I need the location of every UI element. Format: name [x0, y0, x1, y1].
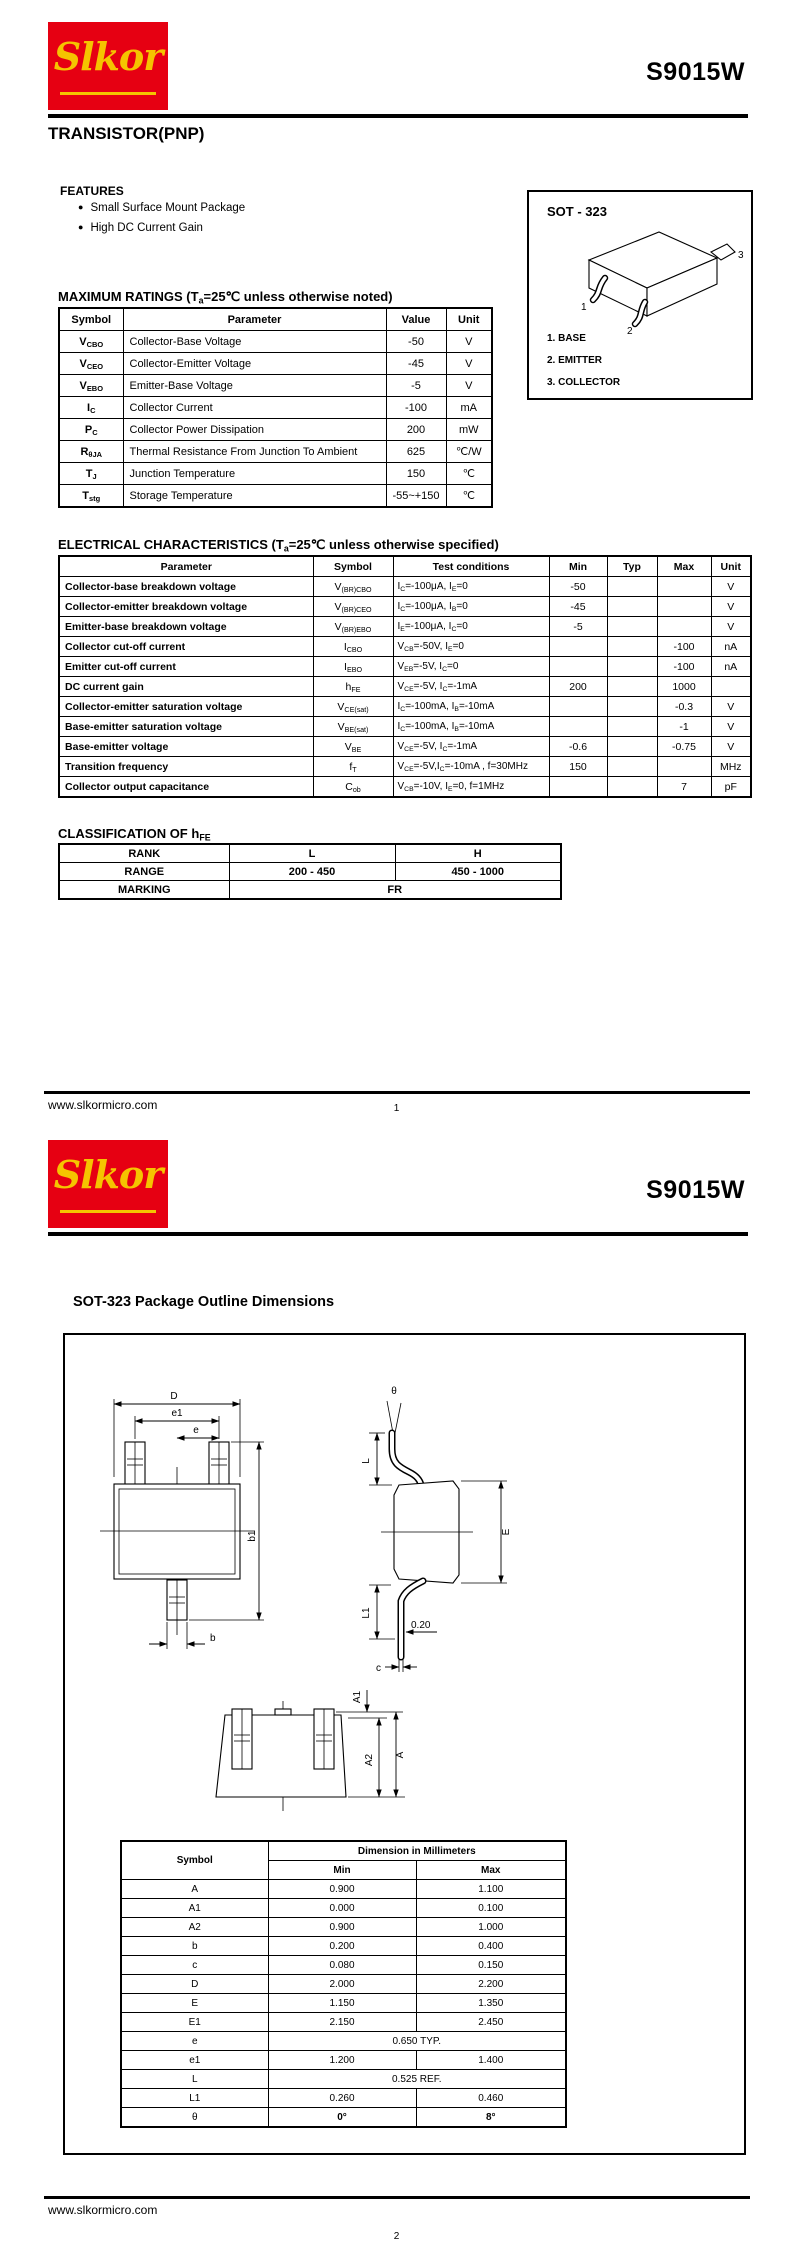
logo-text: Slkor [53, 1152, 163, 1197]
max-cell: 8° [416, 2108, 566, 2128]
parameter-cell: Collector-Emitter Voltage [123, 353, 386, 375]
side-view [361, 1386, 512, 1674]
unit-cell: V [446, 353, 492, 375]
package-name: SOT - 323 [547, 204, 607, 219]
table-row [59, 844, 561, 863]
dimensions-table [120, 1840, 567, 2128]
column-header: Unit [711, 556, 751, 577]
dim-label-b: b [210, 1633, 216, 1644]
value-cell: 150 [386, 463, 446, 485]
symbol-cell: $T_J$ [59, 463, 123, 485]
min-cell: 0.260 [268, 2089, 416, 2108]
unit-cell: V [446, 331, 492, 353]
table-row [59, 441, 492, 463]
conditions-cell: $I_E=-100\mu A$, $I_C=0$ [393, 617, 549, 637]
min-cell: 0.080 [268, 1956, 416, 1975]
max-cell: -1 [657, 717, 711, 737]
symbol-cell: $V_{CE(sat)}$ [313, 697, 393, 717]
symbol-cell: $T_{stg}$ [59, 485, 123, 508]
max-cell: 2.200 [416, 1975, 566, 1994]
footer-rule [44, 1091, 750, 1094]
table-row [59, 577, 751, 597]
parameter-cell: Emitter-base breakdown voltage [59, 617, 313, 637]
table-row [59, 657, 751, 677]
max-cell: 1.100 [416, 1880, 566, 1899]
unit-cell: V [711, 577, 751, 597]
conditions-cell: $V_{CE}=-5V$, $I_C=-1mA$ [393, 677, 549, 697]
unit-cell: V [711, 717, 751, 737]
min-cell: 200 [549, 677, 607, 697]
symbol-cell: $V_{CEO}$ [59, 353, 123, 375]
symbol-cell: E1 [121, 2013, 268, 2032]
symbol-cell: $f_T$ [313, 757, 393, 777]
max-cell: 1.000 [416, 1918, 566, 1937]
dim-label-A: A [395, 1751, 406, 1759]
column-header: Typ [607, 556, 657, 577]
part-number: S9015W [646, 58, 745, 86]
dim-label-A2: A2 [364, 1753, 375, 1767]
pin-name-collector: 3. COLLECTOR [547, 377, 621, 388]
footer-rule [44, 2196, 750, 2199]
dim-label-b1: b1 [247, 1530, 258, 1542]
classification-heading: CLASSIFICATION OF $h_{FE}$ [58, 826, 211, 843]
min-cell [549, 697, 607, 717]
unit-cell: mW [446, 419, 492, 441]
min-cell [549, 657, 607, 677]
value-cell: -100 [386, 397, 446, 419]
parameter-cell: Collector-Base Voltage [123, 331, 386, 353]
column-header: Symbol [121, 1841, 268, 1880]
value-cell: -50 [386, 331, 446, 353]
dim-label-e: e [193, 1425, 199, 1436]
page-title: TRANSISTOR(PNP) [48, 124, 205, 143]
typ-cell [607, 597, 657, 617]
dim-label-e1: e1 [171, 1408, 183, 1419]
bullet-icon: ● [78, 202, 84, 212]
min-cell: 0.900 [268, 1880, 416, 1899]
dim-label-theta: θ [391, 1386, 397, 1397]
pin-name-base: 1. BASE [547, 333, 586, 344]
dim-label-L: L [361, 1458, 372, 1464]
table-header-row [121, 1841, 566, 1861]
unit-cell: ℃ [446, 463, 492, 485]
symbol-cell: L [121, 2070, 268, 2089]
unit-cell: V [711, 617, 751, 637]
max-cell [657, 577, 711, 597]
unit-cell: nA [711, 657, 751, 677]
table-row [59, 737, 751, 757]
conditions-cell: $V_{CE}=-5V,I_C=-10mA$ , f=30MHz [393, 757, 549, 777]
column-header: Value [386, 308, 446, 331]
parameter-cell: Emitter cut-off current [59, 657, 313, 677]
row-label: RANGE [59, 863, 229, 881]
typ-cell [607, 617, 657, 637]
feature-label: High DC Current Gain [90, 222, 203, 234]
unit-cell: nA [711, 637, 751, 657]
column-header: Max [416, 1861, 566, 1880]
column-header: Max [657, 556, 711, 577]
symbol-cell: b [121, 1937, 268, 1956]
dim-label-c: c [376, 1663, 381, 1674]
parameter-cell: DC current gain [59, 677, 313, 697]
parameter-cell: Junction Temperature [123, 463, 386, 485]
parameter-cell: Collector-base breakdown voltage [59, 577, 313, 597]
table-row [121, 2051, 566, 2070]
max-cell: 0.100 [416, 1899, 566, 1918]
parameter-cell: Collector Current [123, 397, 386, 419]
table-row [121, 2089, 566, 2108]
table-row [59, 863, 561, 881]
typ-cell [607, 577, 657, 597]
typ-cell [607, 697, 657, 717]
feature-label: Small Surface Mount Package [90, 202, 246, 214]
unit-cell: V [711, 737, 751, 757]
parameter-cell: Emitter-Base Voltage [123, 375, 386, 397]
table-row [59, 677, 751, 697]
symbol-cell: θ [121, 2108, 268, 2128]
table-row [121, 2070, 566, 2089]
parameter-cell: Transition frequency [59, 757, 313, 777]
min-cell: -50 [549, 577, 607, 597]
min-cell: -45 [549, 597, 607, 617]
min-cell: 0.900 [268, 1918, 416, 1937]
logo-underline [60, 92, 156, 95]
max-cell [657, 757, 711, 777]
min-cell: 2.150 [268, 2013, 416, 2032]
value-cell: -5 [386, 375, 446, 397]
typ-cell [607, 757, 657, 777]
rank-l-cell: L [229, 844, 395, 863]
typ-cell [607, 657, 657, 677]
conditions-cell: $V_{EB}=-5V$, $I_C=0$ [393, 657, 549, 677]
column-header: Parameter [59, 556, 313, 577]
typ-cell [607, 677, 657, 697]
logo-text: Slkor [53, 34, 163, 79]
max-cell: 0.460 [416, 2089, 566, 2108]
max-cell: 7 [657, 777, 711, 798]
parameter-cell: Collector-emitter saturation voltage [59, 697, 313, 717]
symbol-cell: $V_{EBO}$ [59, 375, 123, 397]
website-link[interactable]: www.slkormicro.com [48, 2203, 158, 2217]
table-row [59, 777, 751, 798]
min-cell [549, 717, 607, 737]
symbol-cell: $V_{BE}$ [313, 737, 393, 757]
package-3d-drawing [559, 220, 749, 336]
electrical-heading: ELECTRICAL CHARACTERISTICS ($T_a=25℃$ unless otherwise specified) [58, 537, 499, 554]
package-info-box [527, 190, 753, 400]
max-cell: -100 [657, 657, 711, 677]
min-cell: -5 [549, 617, 607, 637]
list-item [78, 202, 245, 214]
dim-label-D: D [170, 1391, 178, 1402]
conditions-cell: $V_{CE}=-5V$, $I_C=-1mA$ [393, 737, 549, 757]
marking-cell: FR [229, 881, 561, 900]
table-row [121, 1880, 566, 1899]
conditions-cell: $I_C=-100\mu A$, $I_B=0$ [393, 597, 549, 617]
list-item [78, 222, 203, 234]
table-row [59, 597, 751, 617]
parameter-cell: Thermal Resistance From Junction To Ambient [123, 441, 386, 463]
unit-cell: ℃ [446, 485, 492, 508]
symbol-cell: $V_{(BR)CEO}$ [313, 597, 393, 617]
unit-cell: ℃/W [446, 441, 492, 463]
symbol-cell: $I_C$ [59, 397, 123, 419]
table-row [121, 1899, 566, 1918]
table-row [59, 697, 751, 717]
unit-cell: V [711, 697, 751, 717]
front-view [216, 1690, 406, 1811]
table-row [59, 485, 492, 508]
table-row [59, 881, 561, 900]
unit-cell: V [711, 597, 751, 617]
rank-h-cell: H [395, 844, 561, 863]
symbol-cell: $I_{EBO}$ [313, 657, 393, 677]
parameter-cell: Collector output capacitance [59, 777, 313, 798]
symbol-cell: $V_{(BR)CBO}$ [313, 577, 393, 597]
header-rule [48, 114, 748, 118]
typ-cell [607, 717, 657, 737]
table-row [59, 331, 492, 353]
conditions-cell: $V_{CB}=-50V$, $I_E=0$ [393, 637, 549, 657]
symbol-cell: e [121, 2032, 268, 2051]
table-row [59, 463, 492, 485]
symbol-cell: L1 [121, 2089, 268, 2108]
column-header: Symbol [313, 556, 393, 577]
max-cell: -100 [657, 637, 711, 657]
pin-number-3: 3 [738, 250, 744, 261]
table-row [59, 617, 751, 637]
span-cell: 0.525 REF. [268, 2070, 566, 2089]
symbol-cell: $h_{FE}$ [313, 677, 393, 697]
range-l-cell: 200 - 450 [229, 863, 395, 881]
symbol-cell: $P_C$ [59, 419, 123, 441]
dim-label-E: E [501, 1528, 512, 1536]
slkor-logo [48, 22, 168, 110]
max-cell [657, 617, 711, 637]
unit-cell: V [446, 375, 492, 397]
max-ratings-heading: MAXIMUM RATINGS ($T_a=25℃$ unless otherwise noted) [58, 289, 393, 306]
column-header: Dimension in Millimeters [268, 1841, 566, 1861]
value-cell: -55~+150 [386, 485, 446, 508]
table-header-row [59, 308, 492, 331]
table-row [121, 1956, 566, 1975]
top-view [100, 1391, 264, 1649]
page-number: 1 [393, 1103, 400, 1114]
unit-cell: mA [446, 397, 492, 419]
min-cell: 0° [268, 2108, 416, 2128]
table-row [121, 1937, 566, 1956]
slkor-logo [48, 1140, 168, 1228]
typ-cell [607, 737, 657, 757]
span-cell: 0.650 TYP. [268, 2032, 566, 2051]
parameter-cell: Collector cut-off current [59, 637, 313, 657]
symbol-cell: A1 [121, 1899, 268, 1918]
symbol-cell: A2 [121, 1918, 268, 1937]
dim-label-gauge: 0.20 [411, 1620, 431, 1631]
min-cell [549, 777, 607, 798]
table-row [59, 757, 751, 777]
max-cell: 2.450 [416, 2013, 566, 2032]
column-header: Test conditions [393, 556, 549, 577]
page-number: 2 [393, 2231, 400, 2242]
min-cell: 150 [549, 757, 607, 777]
table-row [59, 375, 492, 397]
classification-table [58, 843, 562, 900]
table-row [121, 2032, 566, 2051]
website-link[interactable]: www.slkormicro.com [48, 1098, 158, 1112]
max-cell: 1.350 [416, 1994, 566, 2013]
pin-name-emitter: 2. EMITTER [547, 355, 603, 366]
unit-cell [711, 677, 751, 697]
value-cell: 200 [386, 419, 446, 441]
min-cell: 2.000 [268, 1975, 416, 1994]
symbol-cell: D [121, 1975, 268, 1994]
column-header: Min [268, 1861, 416, 1880]
conditions-cell: $I_C=-100mA$, $I_B=-10mA$ [393, 697, 549, 717]
row-label: MARKING [59, 881, 229, 900]
unit-cell: pF [711, 777, 751, 798]
table-row [121, 2013, 566, 2032]
max-cell: 1000 [657, 677, 711, 697]
table-row [59, 717, 751, 737]
min-cell: 1.150 [268, 1994, 416, 2013]
logo-underline [60, 1210, 156, 1213]
table-row [59, 353, 492, 375]
symbol-cell: c [121, 1956, 268, 1975]
min-cell: 0.000 [268, 1899, 416, 1918]
bullet-icon: ● [78, 222, 84, 232]
parameter-cell: Storage Temperature [123, 485, 386, 508]
symbol-cell: e1 [121, 2051, 268, 2070]
typ-cell [607, 637, 657, 657]
symbol-cell: $V_{(BR)EBO}$ [313, 617, 393, 637]
electrical-table [58, 555, 752, 798]
column-header: Parameter [123, 308, 386, 331]
column-header: Min [549, 556, 607, 577]
max-cell: 0.150 [416, 1956, 566, 1975]
conditions-cell: $I_C=-100mA$, $I_B=-10mA$ [393, 717, 549, 737]
min-cell: 1.200 [268, 2051, 416, 2070]
row-label: RANK [59, 844, 229, 863]
table-header-row [59, 556, 751, 577]
max-cell: 0.400 [416, 1937, 566, 1956]
dim-label-L1: L1 [361, 1607, 372, 1619]
symbol-cell: $I_{CBO}$ [313, 637, 393, 657]
header-rule [48, 1232, 748, 1236]
conditions-cell: $V_{CB}=-10V$, $I_E=0$, f=1MHz [393, 777, 549, 798]
parameter-cell: Base-emitter voltage [59, 737, 313, 757]
max-cell: -0.3 [657, 697, 711, 717]
parameter-cell: Collector Power Dissipation [123, 419, 386, 441]
value-cell: 625 [386, 441, 446, 463]
symbol-cell: $V_{CBO}$ [59, 331, 123, 353]
min-cell: 0.200 [268, 1937, 416, 1956]
unit-cell: MHz [711, 757, 751, 777]
min-cell [549, 637, 607, 657]
table-row [121, 1975, 566, 1994]
typ-cell [607, 777, 657, 798]
range-h-cell: 450 - 1000 [395, 863, 561, 881]
parameter-cell: Base-emitter saturation voltage [59, 717, 313, 737]
symbol-cell: A [121, 1880, 268, 1899]
conditions-cell: $I_C=-100\mu A$, $I_E=0$ [393, 577, 549, 597]
table-row [121, 1994, 566, 2013]
part-number: S9015W [646, 1176, 745, 1204]
table-row [59, 397, 492, 419]
symbol-cell: $V_{BE(sat)}$ [313, 717, 393, 737]
pin-number-2: 2 [627, 326, 633, 336]
column-header: Symbol [59, 308, 123, 331]
value-cell: -45 [386, 353, 446, 375]
symbol-cell: $C_{ob}$ [313, 777, 393, 798]
table-row [59, 637, 751, 657]
pin-number-1: 1 [581, 302, 587, 313]
symbol-cell: E [121, 1994, 268, 2013]
table-row [121, 1918, 566, 1937]
max-cell [657, 597, 711, 617]
max-ratings-table [58, 307, 493, 508]
column-header: Unit [446, 308, 492, 331]
max-cell: 1.400 [416, 2051, 566, 2070]
parameter-cell: Collector-emitter breakdown voltage [59, 597, 313, 617]
features-heading: FEATURES [60, 184, 124, 198]
min-cell: -0.6 [549, 737, 607, 757]
table-row [59, 419, 492, 441]
max-cell: -0.75 [657, 737, 711, 757]
dim-label-A1: A1 [352, 1690, 363, 1704]
symbol-cell: $R_{\theta JA}$ [59, 441, 123, 463]
table-row [121, 2108, 566, 2128]
outline-heading: SOT-323 Package Outline Dimensions [73, 1294, 335, 1310]
